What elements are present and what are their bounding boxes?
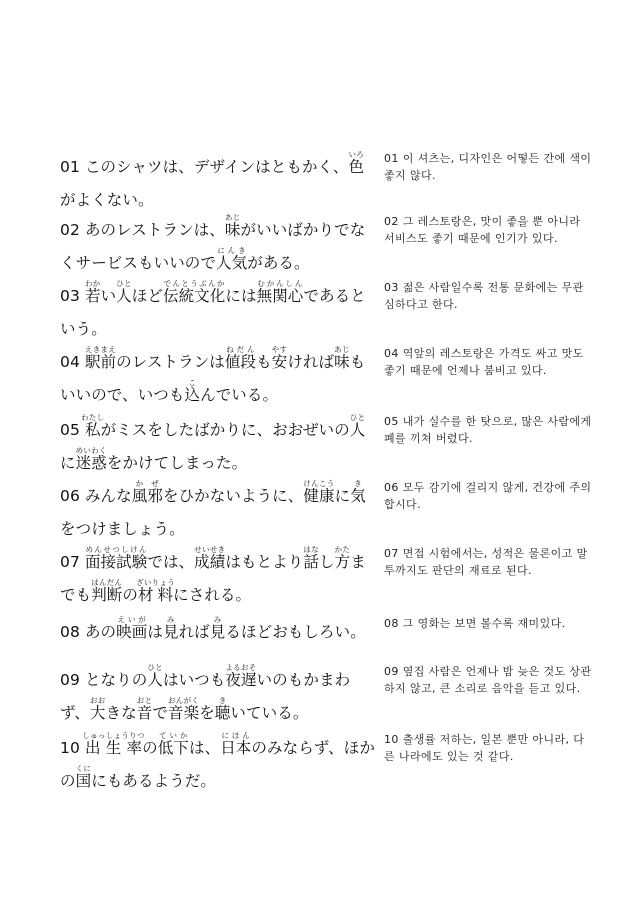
furigana-reading: にんき xyxy=(216,246,248,255)
korean-translation: 10 출생률 저하는, 일본 뿐만 아니라, 다른 나라에도 있는 것 같다. xyxy=(384,733,585,763)
furigana-reading: ねだん xyxy=(224,345,257,354)
furigana-reading: はな xyxy=(303,545,319,554)
kanji-with-furigana: 人ひと xyxy=(147,663,163,689)
furigana-reading: ざいりょう xyxy=(136,578,176,587)
japanese-sentence xyxy=(60,731,378,798)
kanji-with-furigana: 伝統文化でんとうぶんか xyxy=(162,279,226,305)
sentence-text: れば xyxy=(178,623,210,641)
kanji-with-furigana: 面接試験めんせつしけん xyxy=(84,545,148,571)
kanji-with-furigana: 味あじ xyxy=(334,345,350,371)
kanji-with-furigana: 成績せいせき xyxy=(194,545,226,571)
sentence-text: 06 みんな xyxy=(60,487,132,505)
furigana-reading: こ xyxy=(184,378,201,387)
furigana-reading: ていか xyxy=(157,731,189,740)
furigana-reading: あじ xyxy=(334,345,350,354)
sentence-text: の xyxy=(142,739,158,757)
sentence-text: も xyxy=(256,353,272,371)
sentence-text: ければ xyxy=(287,353,335,371)
furigana-reading: かぜ xyxy=(131,479,163,488)
sentence-text: をつけましょう。 xyxy=(60,520,185,538)
furigana-reading: わたし xyxy=(81,413,105,422)
kanji-with-furigana: 見み xyxy=(162,615,179,641)
kanji-with-furigana: 日本にほん xyxy=(220,731,252,757)
sentence-text: 07 xyxy=(60,553,85,571)
kanji-with-furigana: 駅前えきまえ xyxy=(84,345,117,371)
korean-translation: 05 내가 실수를 한 탓으로, 많은 사람에게 폐를 끼쳐 버렸다. xyxy=(384,415,592,445)
sentence-text: 01 このシャツは、デザインはともかく、 xyxy=(60,158,349,176)
sentence-text: い xyxy=(100,287,117,305)
sentence-text: がミスをしたばかりに、おおぜいの xyxy=(100,421,350,439)
furigana-reading: あじ xyxy=(224,213,241,222)
sentence-text: 04 xyxy=(60,353,85,371)
kanji-with-furigana: 健康けんこう xyxy=(303,479,335,505)
japanese-sentence xyxy=(60,413,378,480)
kanji-with-furigana: 判断はんだん xyxy=(91,578,123,604)
sentence-text: がいいばかりでなくサービスもいいので xyxy=(60,221,366,272)
sentence-text: にもあるようだ。 xyxy=(91,772,217,790)
japanese-sentence xyxy=(60,615,378,649)
sentence-text: んでいる。 xyxy=(200,386,279,404)
kanji-with-furigana: 人ひと xyxy=(349,413,366,439)
kanji-with-furigana: 方かた xyxy=(334,545,351,571)
furigana-reading: かた xyxy=(334,545,351,554)
kanji-with-furigana: 見み xyxy=(209,615,226,641)
kanji-with-furigana: 色いろ xyxy=(348,150,365,176)
korean-translation: 03 젊은 사람일수록 전통 문화에는 무관심하다고 한다. xyxy=(384,281,584,311)
kanji-with-furigana: 映画えいが xyxy=(116,615,148,641)
sentence-text: には xyxy=(225,287,257,305)
furigana-reading: めんせつしけん xyxy=(84,545,148,554)
furigana-reading: いろ xyxy=(348,150,365,159)
kanji-with-furigana: 風邪かぜ xyxy=(131,479,163,505)
korean-translation: 09 옆집 사람은 언제나 밤 늦은 것도 상관하지 않고, 큰 소리로 음악을 듣고 있다. xyxy=(384,665,592,695)
sentence-text: がよくない。 xyxy=(60,191,154,209)
furigana-reading: けんこう xyxy=(303,479,335,488)
sentence-text: 03 xyxy=(60,287,85,305)
sentence-text: 10 xyxy=(60,739,85,757)
furigana-reading: やす xyxy=(271,345,288,354)
japanese-sentence xyxy=(60,345,378,412)
furigana-reading: き xyxy=(350,479,366,488)
furigana-reading: おお xyxy=(89,696,106,705)
kanji-with-furigana: 込こ xyxy=(184,378,201,404)
sentence-text: を xyxy=(199,704,215,722)
japanese-sentence xyxy=(60,545,378,612)
kanji-with-furigana: 音楽おんがく xyxy=(168,696,200,722)
kanji-with-furigana: 気き xyxy=(350,479,366,505)
sentence-text: はいつも xyxy=(162,671,226,689)
kanji-with-furigana: 人ひと xyxy=(116,279,132,305)
japanese-sentence xyxy=(60,663,378,730)
sentence-text: 08 あの xyxy=(60,623,117,641)
sentence-text: 09 となりの xyxy=(60,671,148,689)
furigana-reading: でんとうぶんか xyxy=(162,279,226,288)
sentence-text: をひかないように、 xyxy=(162,487,304,505)
sentence-text: は、 xyxy=(188,739,221,757)
sentence-text: し xyxy=(319,553,335,571)
furigana-reading: き xyxy=(214,696,231,705)
sentence-text: ほど xyxy=(131,287,163,305)
sentence-text: にされる。 xyxy=(173,586,252,604)
korean-translation: 06 모두 감기에 걸리지 않게, 건강에 주의합시다. xyxy=(384,481,592,511)
kanji-with-furigana: 低下ていか xyxy=(157,731,189,757)
sentence-text: では、 xyxy=(147,553,195,571)
sentence-text: の xyxy=(122,586,139,604)
kanji-with-furigana: 聴き xyxy=(214,696,231,722)
furigana-reading: はんだん xyxy=(91,578,123,587)
kanji-with-furigana: 人気にんき xyxy=(216,246,248,272)
sentence-text: いている。 xyxy=(230,704,309,722)
kanji-with-furigana: 若わか xyxy=(84,279,101,305)
kanji-with-furigana: 材料ざいりょう xyxy=(136,578,176,604)
furigana-reading: めいわく xyxy=(75,446,107,455)
japanese-sentence xyxy=(60,479,378,546)
kanji-with-furigana: 国くに xyxy=(75,764,92,790)
kanji-with-furigana: 安やす xyxy=(271,345,288,371)
sentence-text: に xyxy=(60,454,76,472)
sentence-text: までも xyxy=(60,553,366,604)
furigana-reading: おんがく xyxy=(168,696,200,705)
sentence-text: に xyxy=(334,487,351,505)
kanji-with-furigana: 夜遅よるおそ xyxy=(225,663,257,689)
furigana-reading: わか xyxy=(84,279,101,288)
sentence-text: 05 xyxy=(60,421,85,439)
furigana-reading: せいせき xyxy=(194,545,226,554)
kanji-with-furigana: 迷惑めいわく xyxy=(75,446,107,472)
furigana-reading: しゅっしょうりつ xyxy=(82,731,145,740)
sentence-text: をかけてしまった。 xyxy=(106,454,248,472)
sentence-text: がある。 xyxy=(247,254,310,272)
furigana-reading: えきまえ xyxy=(84,345,117,354)
furigana-reading: み xyxy=(209,615,226,624)
furigana-reading: ひと xyxy=(147,663,163,672)
furigana-reading: おと xyxy=(136,696,153,705)
sentence-text: はもとより xyxy=(225,553,304,571)
kanji-with-furigana: 私わたし xyxy=(81,413,105,439)
korean-translation: 07 면접 시험에서는, 성적은 물론이고 말투까지도 판단의 재료로 된다. xyxy=(384,547,588,577)
furigana-reading: えいが xyxy=(116,615,148,624)
furigana-reading: ひと xyxy=(116,279,132,288)
furigana-reading: くに xyxy=(75,764,92,773)
sentence-text: であるという。 xyxy=(60,287,366,338)
japanese-sentence xyxy=(60,213,378,280)
japanese-sentence xyxy=(60,279,378,346)
kanji-with-furigana: 出生率しゅっしょうりつ xyxy=(82,731,145,757)
sentence-text: のみならず、ほかの xyxy=(60,739,375,790)
sentence-text: 02 あのレストランは、 xyxy=(60,221,225,239)
sentence-text: いのもかまわず、 xyxy=(60,671,351,722)
korean-translation: 04 역앞의 레스토랑은 가격도 싸고 맛도 좋기 때문에 언제나 붐비고 있다. xyxy=(384,347,584,377)
kanji-with-furigana: 無関心むかんしん xyxy=(256,279,304,305)
furigana-reading: よるおそ xyxy=(225,663,257,672)
sentence-text: きな xyxy=(105,704,137,722)
japanese-sentence xyxy=(60,150,378,217)
furigana-reading: むかんしん xyxy=(256,279,304,288)
korean-translation: 02 그 레스토랑은, 맛이 좋을 뿐 아니라 서비스도 좋기 때문에 인기가 있다. xyxy=(384,215,581,245)
kanji-with-furigana: 話はな xyxy=(303,545,319,571)
korean-translation: 08 그 영화는 보면 볼수록 재미있다. xyxy=(384,617,566,630)
kanji-with-furigana: 値段ねだん xyxy=(224,345,257,371)
kanji-with-furigana: 味あじ xyxy=(224,213,241,239)
kanji-with-furigana: 大おお xyxy=(89,696,106,722)
furigana-reading: にほん xyxy=(220,731,252,740)
furigana-reading: み xyxy=(162,615,179,624)
sentence-text: もいいので、いつも xyxy=(60,353,366,404)
sentence-text: は xyxy=(147,623,163,641)
furigana-reading: ひと xyxy=(349,413,366,422)
sentence-text: のレストランは xyxy=(116,353,225,371)
korean-translation: 01 이 셔츠는, 디자인은 어떻든 간에 색이 좋지 않다. xyxy=(384,152,592,182)
sentence-text: で xyxy=(152,704,168,722)
sentence-text: るほどおもしろい。 xyxy=(225,623,366,641)
kanji-with-furigana: 音おと xyxy=(136,696,153,722)
